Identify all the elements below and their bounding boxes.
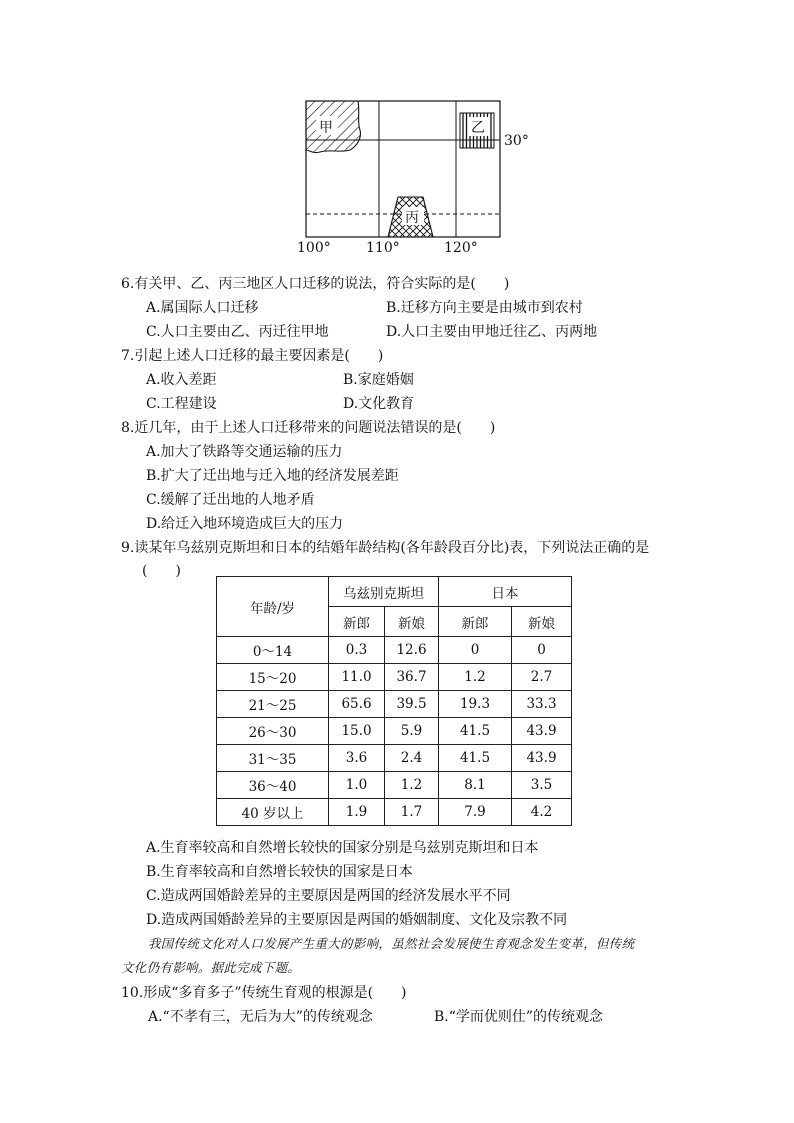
value-cell: 65.6 [329, 691, 385, 718]
value-cell: 4.2 [512, 799, 572, 826]
table-row [217, 772, 572, 799]
table-row [217, 745, 572, 772]
age-cell: 26～30 [217, 718, 329, 745]
value-cell: 0 [439, 637, 512, 664]
question-6-option-c: C.人口主要由乙、丙迁往甲地 [146, 324, 329, 340]
question-8-option-b: B.扩大了迁出地与迁入地的经济发展差距 [146, 468, 399, 484]
value-cell: 5.9 [385, 718, 439, 745]
table-row [217, 718, 572, 745]
question-9-option-b: B.生育率较高和自然增长较快的国家是日本 [146, 864, 413, 880]
value-cell: 2.7 [512, 664, 572, 691]
question-10-option-b: B.“学而优则仕”的传统观念 [434, 1009, 604, 1025]
country-header-uzbekistan: 乌兹别克斯坦 [329, 577, 439, 607]
question-6-option-b: B.迁移方向主要是由城市到农村 [386, 300, 583, 316]
value-cell: 8.1 [439, 772, 512, 799]
question-8-option-d: D.给迁入地环境造成巨大的压力 [146, 516, 344, 532]
value-cell: 15.0 [329, 718, 385, 745]
region-jia-label: 甲 [319, 120, 333, 136]
age-header: 年龄/岁 [217, 577, 329, 637]
question-6-stem: 6.有关甲、乙、丙三地区人口迁移的说法，符合实际的是( ) [121, 276, 510, 292]
question-9-option-d: D.造成两国婚龄差异的主要原因是两国的婚姻制度、文化及宗教不同 [146, 912, 568, 928]
value-cell: 19.3 [439, 691, 512, 718]
marriage-age-table [216, 576, 572, 826]
value-cell: 3.6 [329, 745, 385, 772]
age-cell: 31～35 [217, 745, 329, 772]
value-cell: 43.9 [512, 718, 572, 745]
age-cell: 40 岁以上 [217, 799, 329, 826]
question-9-stem: 9.读某年乌兹别克斯坦和日本的结婚年龄结构(各年龄段百分比)表，下列说法正确的是 [121, 540, 650, 556]
latitude-label: 30° [504, 133, 529, 149]
sub-header-bride: 新娘 [385, 607, 439, 637]
question-10-stem: 10.形成“多育多子”传统生育观的根源是( ) [121, 985, 407, 1001]
value-cell: 1.7 [385, 799, 439, 826]
question-8-stem: 8.近几年，由于上述人口迁移带来的问题说法错误的是( ) [121, 420, 496, 436]
value-cell: 11.0 [329, 664, 385, 691]
question-9-option-a: A.生育率较高和自然增长较快的国家分别是乌兹别克斯坦和日本 [146, 840, 539, 856]
value-cell: 1.0 [329, 772, 385, 799]
age-cell: 0～14 [217, 637, 329, 664]
question-7-option-c: C.工程建设 [146, 396, 217, 412]
question-9-answer-blank: ( ) [142, 563, 181, 579]
sub-header-groom: 新郎 [329, 607, 385, 637]
value-cell: 7.9 [439, 799, 512, 826]
age-cell: 36～40 [217, 772, 329, 799]
table-row [217, 799, 572, 826]
population-migration-map [0, 0, 794, 270]
question-6-option-d: D.人口主要由甲地迁往乙、丙两地 [386, 324, 598, 340]
value-cell: 36.7 [385, 664, 439, 691]
question-8-option-c: C.缓解了迁出地的人地矛盾 [146, 492, 315, 508]
table-row [217, 691, 572, 718]
value-cell: 1.2 [439, 664, 512, 691]
question-10-option-a: A.“不孝有三，无后为大”的传统观念 [148, 1009, 373, 1025]
region-yi-label: 乙 [471, 120, 485, 136]
value-cell: 0.3 [329, 637, 385, 664]
value-cell: 43.9 [512, 745, 572, 772]
value-cell: 2.4 [385, 745, 439, 772]
value-cell: 1.9 [329, 799, 385, 826]
value-cell: 1.2 [385, 772, 439, 799]
country-header-japan: 日本 [439, 577, 572, 607]
table-row [217, 664, 572, 691]
question-7-option-a: A.收入差距 [146, 372, 217, 388]
longitude-label-100: 100° [297, 240, 331, 256]
longitude-label-120: 120° [444, 240, 478, 256]
question-7-option-d: D.文化教育 [343, 396, 415, 412]
question-6-option-a: A.属国际人口迁移 [146, 300, 259, 316]
question-8-option-a: A.加大了铁路等交通运输的压力 [146, 444, 343, 460]
region-bing-label: 丙 [405, 210, 419, 226]
age-cell: 21～25 [217, 691, 329, 718]
value-cell: 12.6 [385, 637, 439, 664]
value-cell: 41.5 [439, 745, 512, 772]
passage-line-2: 文化仍有影响。据此完成下题。 [121, 960, 301, 975]
longitude-label-110: 110° [366, 240, 400, 256]
question-7-stem: 7.引起上述人口迁移的最主要因素是( ) [121, 348, 384, 364]
question-7-option-b: B.家庭婚姻 [343, 372, 414, 388]
question-9-option-c: C.造成两国婚龄差异的主要原因是两国的经济发展水平不同 [146, 888, 511, 904]
passage-line-1: 我国传统文化对人口发展产生重大的影响，虽然社会发展使生育观念发生变革，但传统 [148, 936, 635, 951]
value-cell: 39.5 [385, 691, 439, 718]
value-cell: 0 [512, 637, 572, 664]
value-cell: 41.5 [439, 718, 512, 745]
value-cell: 3.5 [512, 772, 572, 799]
sub-header-bride: 新娘 [512, 607, 572, 637]
sub-header-groom: 新郎 [439, 607, 512, 637]
table-row [217, 637, 572, 664]
value-cell: 33.3 [512, 691, 572, 718]
age-cell: 15～20 [217, 664, 329, 691]
